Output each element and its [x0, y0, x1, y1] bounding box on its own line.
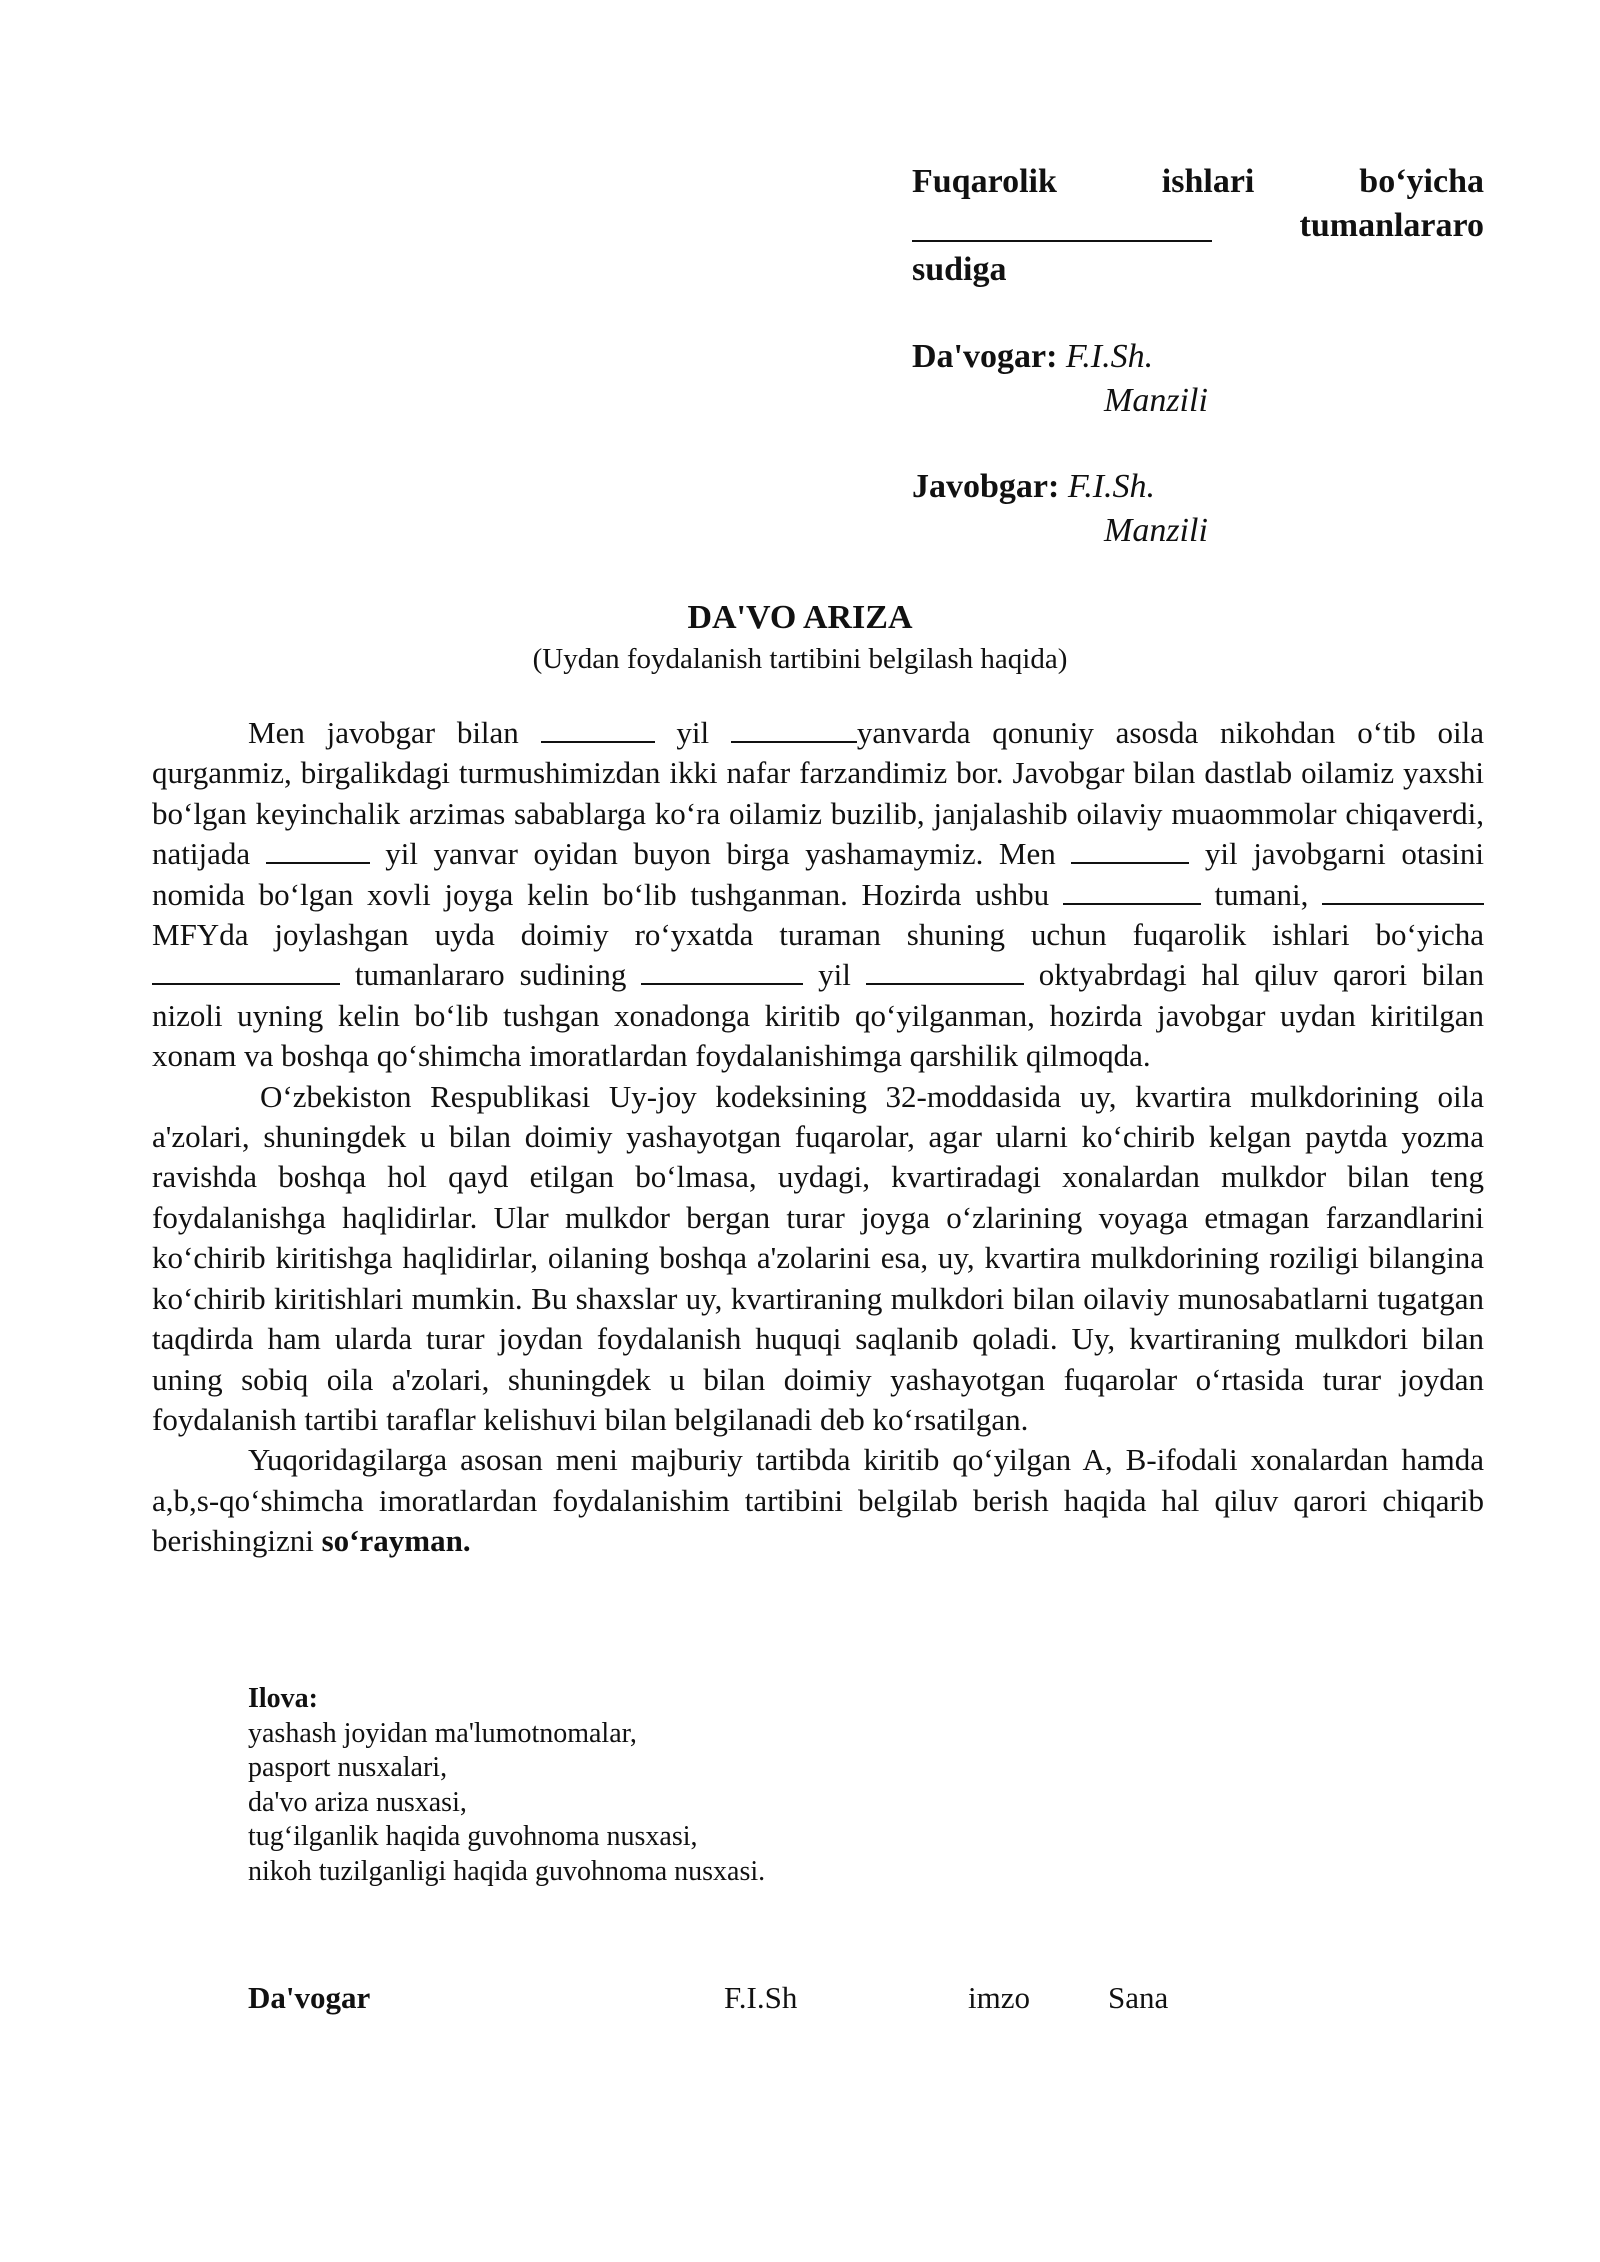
fill-blank [266, 836, 370, 864]
signature-name: F.I.Sh [724, 1980, 798, 2015]
addressee-word: bo‘yicha [1359, 163, 1484, 200]
text-run: oktyabrdagi hal qiluv qarori bilan nizoli uyning kelin bo‘lib tushgan xonadonga kiritib qo‘yilganman, hozirda javobgar uydan kiritilgan xonam va boshqa qo‘shimcha imoratlardan foydalanishimga qarshilik qilmoqda. [152, 957, 1484, 1074]
document-subtitle: (Uydan foydalanish tartibini belgilash haqida) [532, 643, 1068, 675]
addressee-line-3: sudiga [912, 251, 1007, 288]
fill-blank [1322, 877, 1484, 905]
addressee-line-1 [912, 160, 1484, 204]
addressee-word: ishlari [1161, 163, 1255, 200]
paragraph-1 [152, 713, 1484, 1077]
addressee-word: Fuqarolik [912, 163, 1057, 200]
text-run: tumani, [1200, 876, 1322, 912]
addressee-line-2 [912, 204, 1484, 248]
text-run: yil [654, 715, 731, 750]
defendant-block [912, 465, 1484, 553]
plaintiff-name: F.I.Sh. [1065, 338, 1154, 375]
text-run: Yuqoridagilarga asosan meni majburiy tartibda kiritib qo‘yilgan A, B-ifodali xonalardan hamda a,b,s-qo‘shimcha imoratlardan foydalanishim tartibini belgilab berish haqida hal qiluv qarori chiqarib berishingizni [152, 1442, 1484, 1559]
defendant-name: F.I.Sh. [1067, 468, 1156, 505]
signature-date: Sana [1108, 1980, 1169, 2015]
fill-blank [152, 957, 340, 985]
attachment-item: da'vo ariza nusxasi, [248, 1786, 467, 1818]
fill-blank [866, 957, 1024, 985]
signature-label: Da'vogar [248, 1980, 371, 2015]
attachment-item: tug‘ilganlik haqida guvohnoma nusxasi, [248, 1821, 698, 1852]
attachment-item: yashash joyidan ma'lumotnomalar, [248, 1717, 637, 1749]
addressee-word: tumanlararo [1299, 207, 1484, 244]
fill-blank [1071, 836, 1189, 864]
paragraph-2: O‘zbekiston Respublikasi Uy-joy kodeksining 32-moddasida uy, kvartira mulkdorining oila a'zolari, shuningdek u bilan doimiy yashayotgan fuqarolar, agar ularni ko‘chirib kelgan paytda yozma ravishda boshqa hol qayd etilgan bo‘lmasa, uydagi, kvartiradagi xonalardan mulkdor bilan teng foydalanishga haqlidirlar. Ular mulkdor bergan turar joyga o‘zlarining voyaga etmagan farzandlarini ko‘chirib kiritishga haqlidirlar, oilaning boshqa a'zolarini esa, uy, kvartira mulkdorining roziligi bilangina ko‘chirib kiritishlari mumkin. Bu shaxslar uy, kvartiraning mulkdori bilan oilaviy munosabatlarni tugatgan taqdirda ham ularda turar joydan foydalanish huquqi saqlanib qoladi. Uy, kvartiraning mulkdori bilan uning sobiq oila a'zolari, shuningdek u bilan doimiy yashayotgan fuqarolar o‘rtasida turar joydan foydalanish tartibi taraflar kelishuvi bilan belgilanadi deb ko‘rsatilgan. [152, 1078, 1484, 1437]
document-title: DA'VO ARIZA [687, 599, 913, 636]
court-name-blank [912, 204, 1212, 242]
attachment-item: pasport nusxalari, [248, 1752, 448, 1783]
fill-blank [731, 715, 857, 743]
text-run: Men javobgar bilan [248, 715, 541, 750]
attachments-title: Ilova: [248, 1683, 318, 1714]
text-run: yil [803, 957, 866, 993]
plaintiff-address: Manzili [1104, 382, 1208, 419]
fill-blank [541, 715, 655, 743]
defendant-label: Javobgar: [912, 468, 1060, 505]
attachments-list [248, 1682, 765, 1889]
signature-sign: imzo [968, 1980, 1030, 2015]
plaintiff-label: Da'vogar: [912, 338, 1058, 375]
fill-blank [1063, 877, 1201, 905]
attachment-item: nikoh tuzilganligi haqida guvohnoma nusxasi. [248, 1855, 766, 1887]
text-run: yil yanvar oyidan buyon birga yashamaymiz. Men [369, 836, 1072, 872]
court-addressee [912, 160, 1484, 292]
paragraph-3 [152, 1440, 1484, 1561]
text-run: yanvarda qonuniy asosda nikohdan o‘tib oila qurganmiz, birgalikdagi turmushimizdan ikki nafar farzandimiz bor. Javobgar bilan dastlab oilamiz yaxshi bo‘lgan keyinchalik arzimas sabablarga ko‘ra oilamiz buzilib, janjalashib oilaviy muaommolar chiqaverdi, natijada [152, 715, 1485, 872]
text-run: tumanlararo sudining [340, 957, 642, 993]
fill-blank [641, 957, 803, 985]
request-verb: so‘rayman. [321, 1523, 471, 1559]
claim-body [152, 713, 1484, 1562]
text-run: yil javobgarni otasini nomida bo‘lgan xovli joyga kelin bo‘lib tushganman. Hozirda ushbu [152, 836, 1484, 912]
text-run: MFYda joylashgan uyda doimiy ro‘yxatda turaman shuning uchun fuqarolik ishlari bo‘yicha [152, 917, 1484, 953]
defendant-address: Manzili [1104, 512, 1208, 549]
plaintiff-block [912, 335, 1484, 423]
